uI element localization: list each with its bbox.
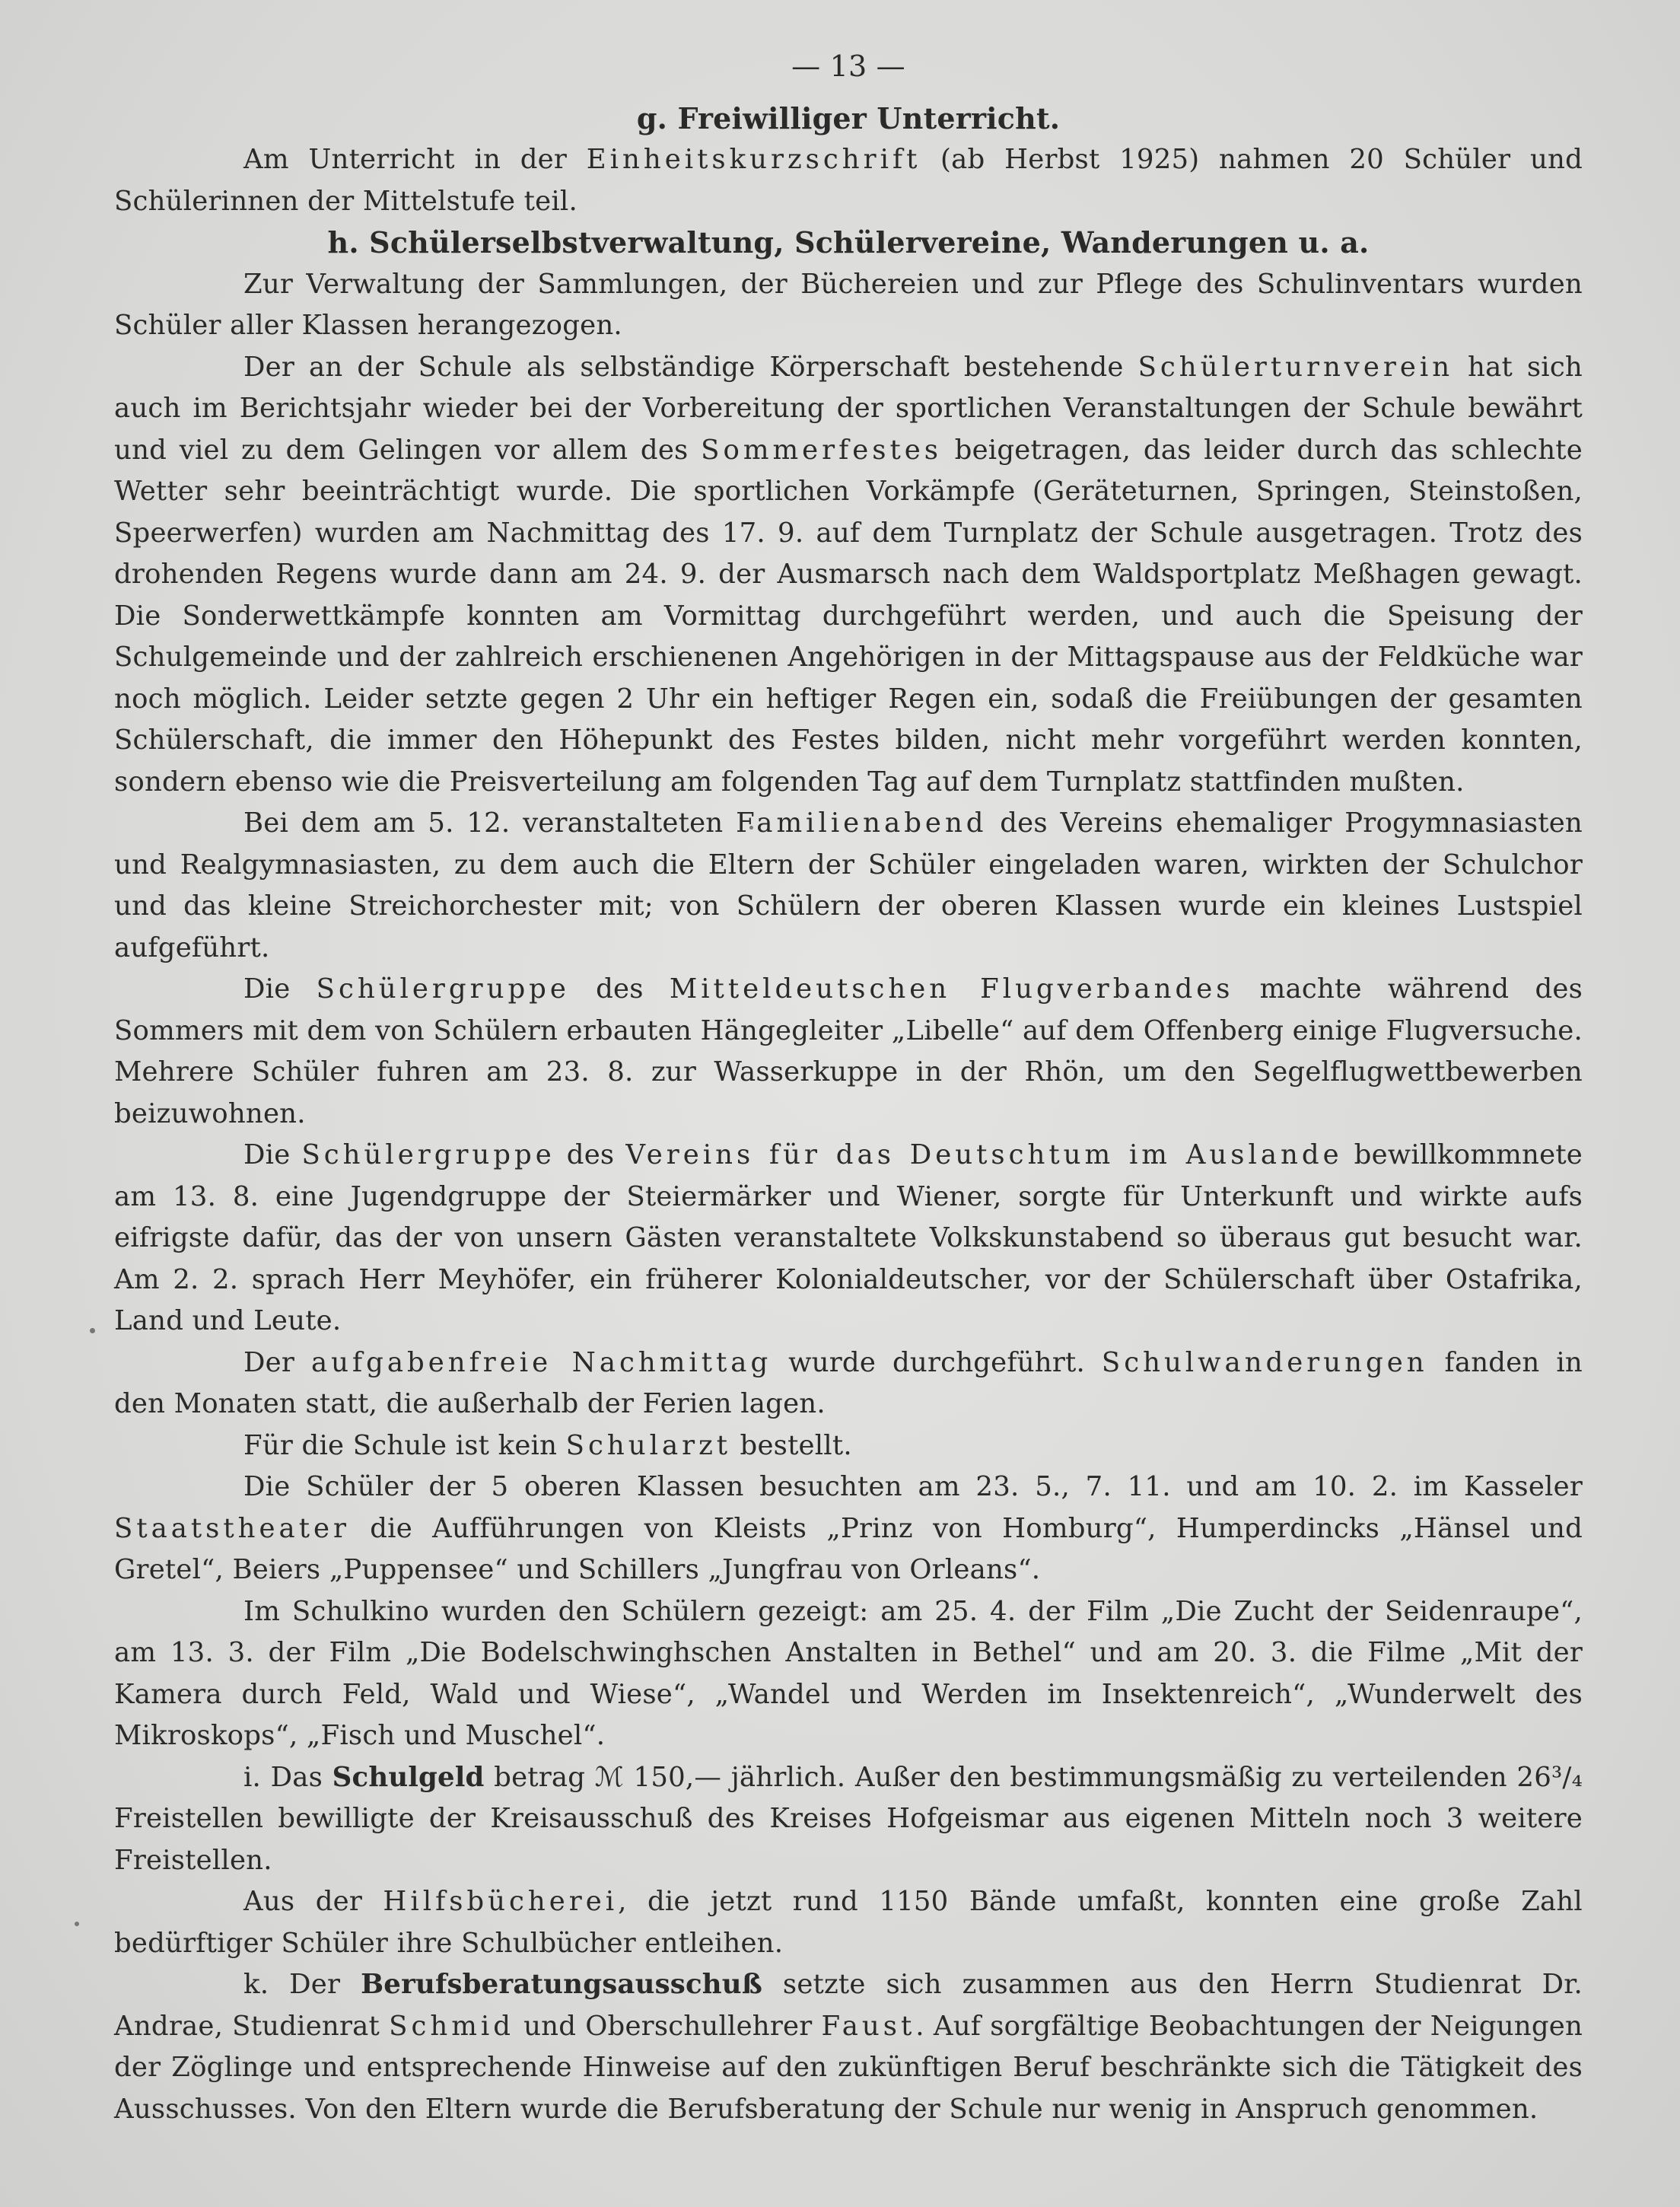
page-number: — 13 — (791, 49, 905, 83)
paragraph-schularzt: Für die Schule ist kein Schularzt bestellt. (243, 1429, 852, 1461)
paper-speck (75, 1922, 79, 1926)
paragraph-turnverein: Der an der Schule als selbständige Körperschaft bestehende Schülerturnverein hat sich auch im Berichtsjahr wieder bei der Vorbereitung der sportlichen Veranstaltungen der Schule bewährt und viel zu dem Gelingen vor allem des Sommerfestes beigetragen, das leider durch das schlechte Wetter sehr beeinträchtigt wurde. Die sportlichen Vorkämpfe (Geräteturnen, Springen, Steinstoßen, Speerwerfen) wurden am Nachmittag des 17. 9. auf dem Turnplatz der Schule ausgetragen. Trotz des drohenden Regens wurde dann am 24. 9. der Ausmarsch nach dem Waldsportplatz Meßhagen gewagt. Die Sonderwettkämpfe konnten am Vormittag durchgeführt werden, und auch die Speisung der Schulgemeinde und der zahlreich erschienenen Angehörigen in der Mittagspause aus der Feldküche war noch möglich. Leider setzte gegen 2 Uhr ein heftiger Regen ein, sodaß die Freiübungen der gesamten Schülerschaft, die immer den Höhepunkt des Festes bilden, nicht mehr vorgeführt werden konnten, sondern ebenso wie die Preisverteilung am folgenden Tag auf dem Turnplatz stattfinden mußten. (114, 351, 1583, 798)
paragraph-flugverband: Die Schülergruppe des Mitteldeutschen Flugverbandes machte während des Sommers mit dem von Schülern erbauten Hängegleiter „Libelle“ auf dem Offenberg einige Flugversuche. Mehrere Schüler fuhren am 23. 8. zur Wasserkuppe in der Rhön, um den Segelflugwettbewerben beizuwohnen. (114, 973, 1583, 1129)
paragraph-theater: Die Schüler der 5 oberen Klassen besuchten am 23. 5., 7. 11. und am 10. 2. im Kasseler Staatstheater die Aufführungen von Kleists „Prinz von Homburg“, Humperdincks „Hänsel und Gretel“, Beiers „Puppensee“ und Schillers „Jungfrau von Orleans“. (114, 1471, 1583, 1585)
document-body (114, 46, 1583, 2130)
paragraph-deutschtum: Die Schülergruppe des Vereins für das Deutschtum im Auslande bewillkommnete am 13. 8. eine Jugendgruppe der Steiermärker und Wiener, sorgte für Unterkunft und wirkte aufs eifrigste dafür, das der von unsern Gästen veranstaltete Volkskunstabend so überaus gut besucht war. Am 2. 2. sprach Herr Meyhöfer, ein früherer Kolonialdeutscher, vor der Schülerschaft über Ostafrika, Land und Leute. (114, 1139, 1583, 1336)
paragraph-schulgeld: i. Das Schulgeld betrag ℳ 150,— jährlich. Außer den bestimmungsmäßig zu verteilenden 26³/₄ Freistellen bewilligte der Kreisausschuß des Kreises Hofgeismar aus eigenen Mitteln noch 3 weitere Freistellen. (114, 1761, 1583, 1876)
paragraph-schulkino: Im Schulkino wurden den Schülern gezeigt: am 25. 4. der Film „Die Zucht der Seidenraupe“, am 13. 3. der Film „Die Bodelschwinghschen Anstalten in Bethel“ und am 20. 3. die Filme „Mit der Kamera durch Feld, Wald und Wiese“, „Wandel und Werden im Insektenreich“, „Wunderwelt des Mikroskops“, „Fisch und Muschel“. (114, 1595, 1583, 1751)
section-g-heading: g. Freiwilliger Unterricht. (636, 100, 1061, 135)
paragraph-wanderungen: Der aufgabenfreie Nachmittag wurde durchgeführt. Schulwanderungen fanden in den Monaten statt, die außerhalb der Ferien lagen. (114, 1346, 1583, 1419)
section-h-heading: h. Schülerselbstverwaltung, Schülervereine, Wanderungen u. a. (327, 225, 1370, 260)
paper-speck (90, 1328, 95, 1333)
paragraph-berufsberatung: k. Der Berufsberatungsausschuß setzte sich zusammen aus den Herrn Studienrat Dr. Andrae, Studienrat Schmid und Oberschullehrer Faust. Auf sorgfältige Beobachtungen der Neigungen der Zöglinge und entsprechende Hinweise auf den zukünftigen Beruf beschränkte sich die Tätigkeit des Ausschusses. Von den Eltern wurde die Berufsberatung der Schule nur wenig in Anspruch genommen. (114, 1969, 1583, 2125)
paragraph-shorthand: Am Unterricht in der Einheitskurzschrift (ab Herbst 1925) nahmen 20 Schüler und Schülerinnen der Mittelstufe teil. (114, 144, 1583, 217)
paragraph-collections: Zur Verwaltung der Sammlungen, der Büchereien und zur Pflege des Schulinventars wurden Schüler aller Klassen herangezogen. (114, 268, 1583, 341)
paragraph-familienabend: Bei dem am 5. 12. veranstalteten Familienabend des Vereins ehemaliger Progymnasiasten und Realgymnasiasten, zu dem auch die Eltern der Schüler eingeladen waren, wirkten der Schulchor und das kleine Streichorchester mit; von Schülern der oberen Klassen wurde ein kleines Lustspiel aufgeführt. (114, 807, 1583, 963)
paragraph-hilfsbuecherei: Aus der Hilfsbücherei, die jetzt rund 1150 Bände umfaßt, konnten eine große Zahl bedürftiger Schüler ihre Schulbücher entleihen. (114, 1886, 1583, 1959)
